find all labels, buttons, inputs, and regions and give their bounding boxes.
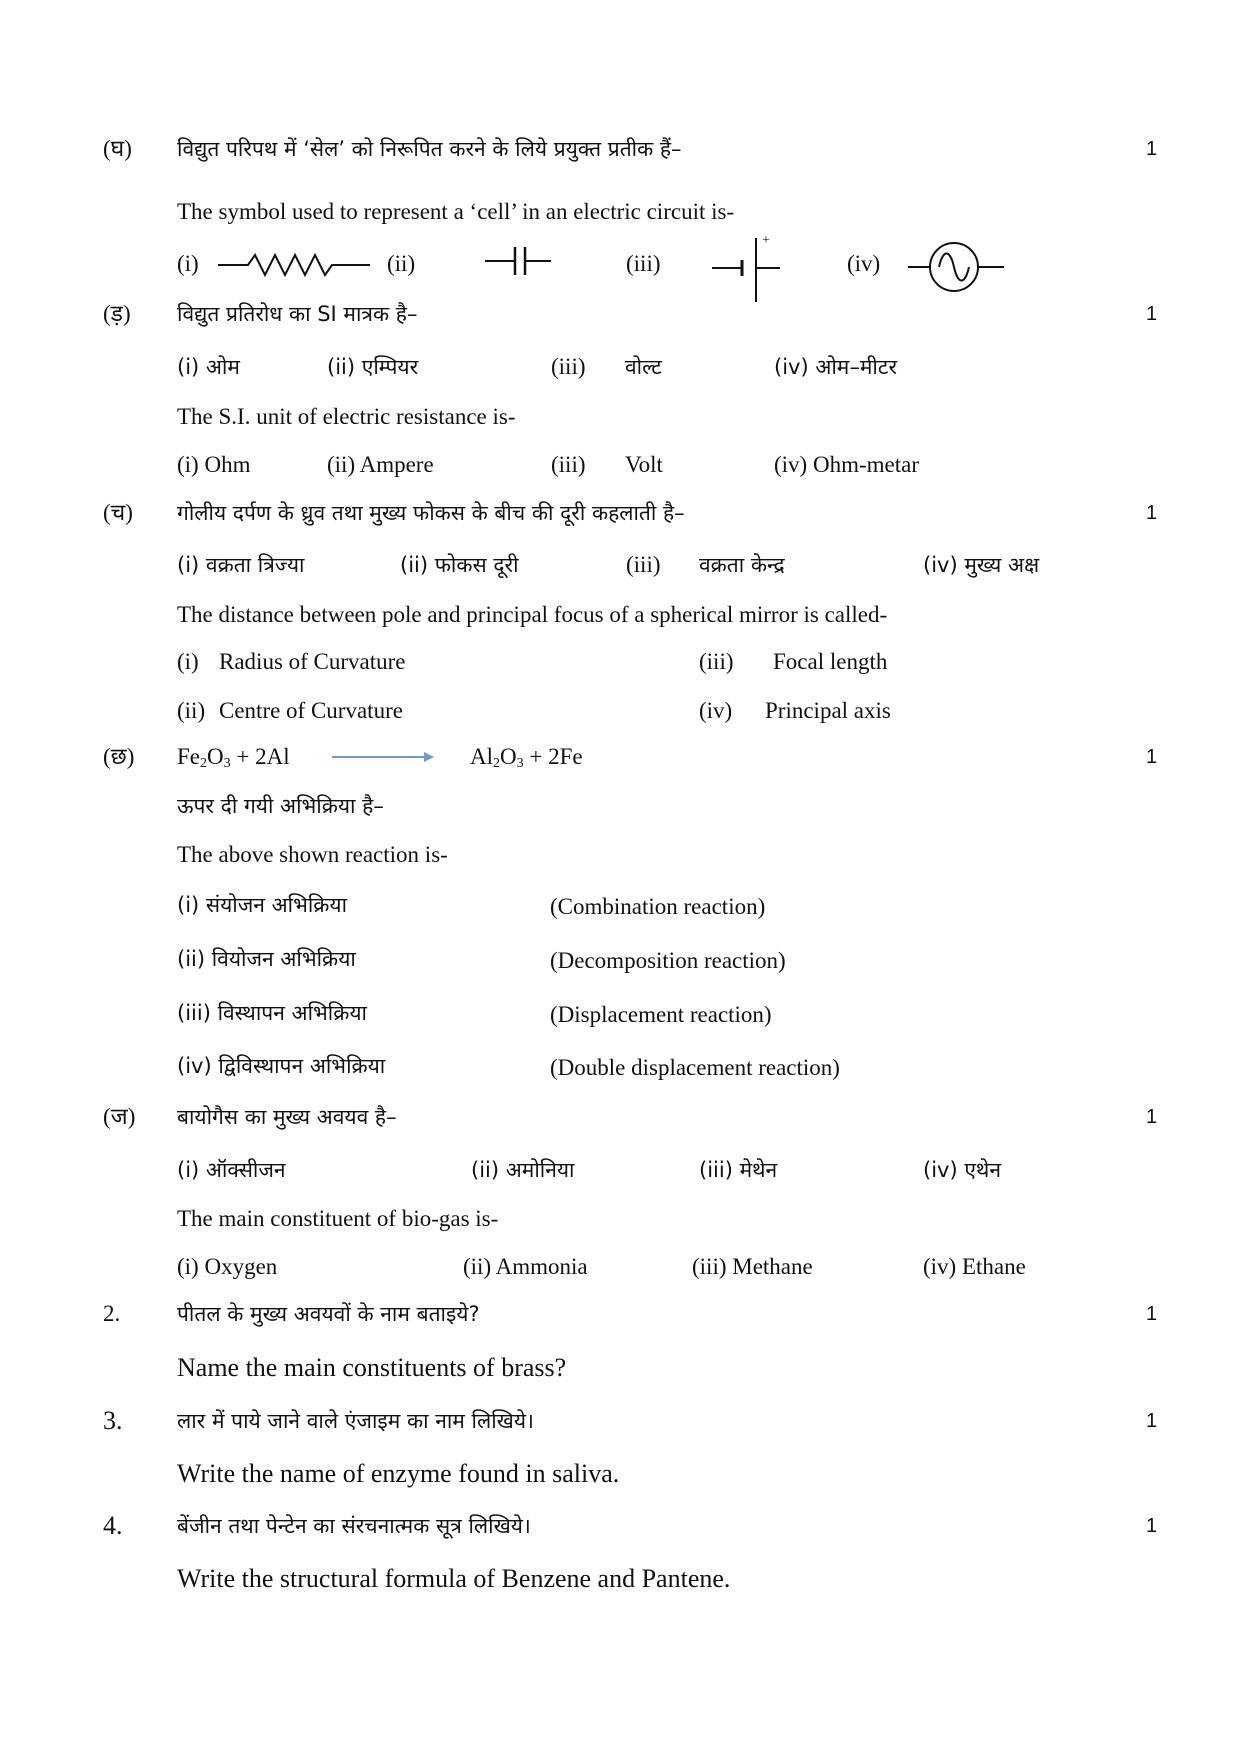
option-hindi: (ii) वियोजन अभिक्रिया — [177, 947, 356, 971]
question-text-hindi: विद्युत परिपथ में ‘सेल’ को निरूपित करने के लिये प्रयुक्त प्रतीक हैं– — [177, 137, 682, 161]
option-label: (iii) — [551, 452, 586, 477]
option-hindi: (iii) मेथेन — [699, 1158, 778, 1182]
question-text-english: Name the main constituents of brass? — [177, 1353, 567, 1382]
question-text-english: The above shown reaction is- — [177, 842, 448, 867]
marks: 1 — [1146, 1515, 1158, 1537]
option-hindi: (i) ओम — [177, 355, 240, 379]
marks: 1 — [1146, 1106, 1158, 1128]
option-hindi: वोल्ट — [625, 355, 662, 379]
option-label: (iii) — [699, 649, 734, 674]
option-hindi: (iii) विस्थापन अभिक्रिया — [177, 1001, 367, 1025]
option-english: (i) Ohm — [177, 452, 251, 477]
question-number: 4. — [103, 1511, 123, 1540]
option-hindi: (iv) मुख्य अक्ष — [923, 553, 1040, 577]
option-hindi: (ii) अमोनिया — [471, 1158, 575, 1182]
question-text-hindi: ऊपर दी गयी अभिक्रिया है– — [177, 794, 384, 818]
option-hindi: (iv) द्विविस्थापन अभिक्रिया — [177, 1054, 386, 1078]
option-label: (i) — [177, 251, 199, 276]
reaction-reactants: $Fe_2O_3 + 2Al$ — [177, 744, 290, 771]
option-english: (ii) Ampere — [327, 452, 434, 477]
option-label: (ii) — [387, 251, 416, 276]
question-number: 2. — [103, 1301, 121, 1326]
option-hindi: (ii) एम्पियर — [327, 355, 419, 379]
reaction-products: $Al_2O_3 + 2Fe$ — [470, 744, 583, 771]
option-english: (Combination reaction) — [550, 894, 766, 919]
option-label: (iii) — [626, 552, 661, 577]
question-label: (ज) — [103, 1104, 136, 1129]
marks: 1 — [1146, 1410, 1158, 1432]
question-label: (छ) — [103, 744, 135, 769]
option-english: (i) Oxygen — [177, 1254, 278, 1279]
option-label: (ii) — [177, 698, 206, 723]
marks: 1 — [1146, 138, 1158, 160]
option-english: Radius of Curvature — [219, 649, 406, 674]
option-english: Focal length — [773, 649, 888, 674]
marks: 1 — [1146, 303, 1158, 325]
option-hindi: (ii) फोकस दूरी — [400, 553, 519, 577]
question-text-english: Write the name of enzyme found in saliva. — [177, 1459, 620, 1488]
option-hindi: (iv) ओम–मीटर — [774, 355, 898, 379]
ac-source-icon — [908, 246, 1008, 288]
option-label: (iv) — [847, 251, 881, 276]
reaction-arrow-icon — [332, 749, 437, 765]
option-label: (iii) — [626, 251, 661, 276]
question-label: (ड़) — [103, 301, 131, 326]
option-hindi: (i) वक्रता त्रिज्या — [177, 553, 305, 577]
question-text-english: Write the structural formula of Benzene and Pantene. — [177, 1564, 731, 1593]
question-text-hindi: बेंजीन तथा पेन्टेन का संरचनात्मक सूत्र लिखिये। — [177, 1514, 531, 1538]
option-hindi: (iv) एथेन — [923, 1158, 1002, 1182]
question-label: (घ) — [103, 136, 132, 161]
option-english: (Displacement reaction) — [550, 1002, 772, 1027]
question-number: 3. — [103, 1406, 123, 1435]
question-text-hindi: गोलीय दर्पण के ध्रुव तथा मुख्य फोकस के बीच की दूरी कहलाती है– — [177, 501, 685, 525]
question-text-english: The main constituent of bio-gas is- — [177, 1206, 499, 1231]
plus-sign: + — [762, 233, 770, 248]
marks: 1 — [1146, 1303, 1158, 1325]
option-label: (iv) — [699, 698, 733, 723]
question-text-english: The S.I. unit of electric resistance is- — [177, 404, 516, 429]
option-english: Centre of Curvature — [219, 698, 403, 723]
question-text-english: The symbol used to represent a ‘cell’ in an electric circuit is- — [177, 199, 735, 224]
option-english: (Double displacement reaction) — [550, 1055, 840, 1080]
cell-icon — [712, 236, 782, 304]
option-english: Volt — [625, 452, 663, 477]
option-label: (iii) — [551, 354, 586, 379]
question-text-english: The distance between pole and principal focus of a spherical mirror is called- — [177, 602, 888, 627]
question-text-hindi: बायोगैस का मुख्य अवयव है– — [177, 1105, 397, 1129]
question-text-hindi: पीतल के मुख्य अवयवों के नाम बताइये? — [177, 1302, 480, 1326]
option-english: (iv) Ohm-metar — [774, 452, 919, 477]
question-label: (च) — [103, 500, 133, 525]
option-label: (i) — [177, 649, 199, 674]
option-hindi: (i) ऑक्सीजन — [177, 1158, 286, 1182]
capacitor-icon — [485, 245, 555, 277]
question-text-hindi: विद्युत प्रतिरोध का SI मात्रक है– — [177, 302, 418, 326]
option-english: (iii) Methane — [692, 1254, 813, 1279]
option-english: (ii) Ammonia — [463, 1254, 588, 1279]
resistor-icon — [218, 250, 373, 280]
option-english: (iv) Ethane — [923, 1254, 1026, 1279]
marks: 1 — [1146, 502, 1158, 524]
option-hindi: वक्रता केन्द्र — [699, 553, 785, 577]
option-english: Principal axis — [765, 698, 891, 723]
option-english: (Decomposition reaction) — [550, 948, 786, 973]
option-hindi: (i) संयोजन अभिक्रिया — [177, 893, 348, 917]
question-text-hindi: लार में पाये जाने वाले एंजाइम का नाम लिखिये। — [177, 1409, 534, 1433]
marks: 1 — [1146, 746, 1158, 768]
